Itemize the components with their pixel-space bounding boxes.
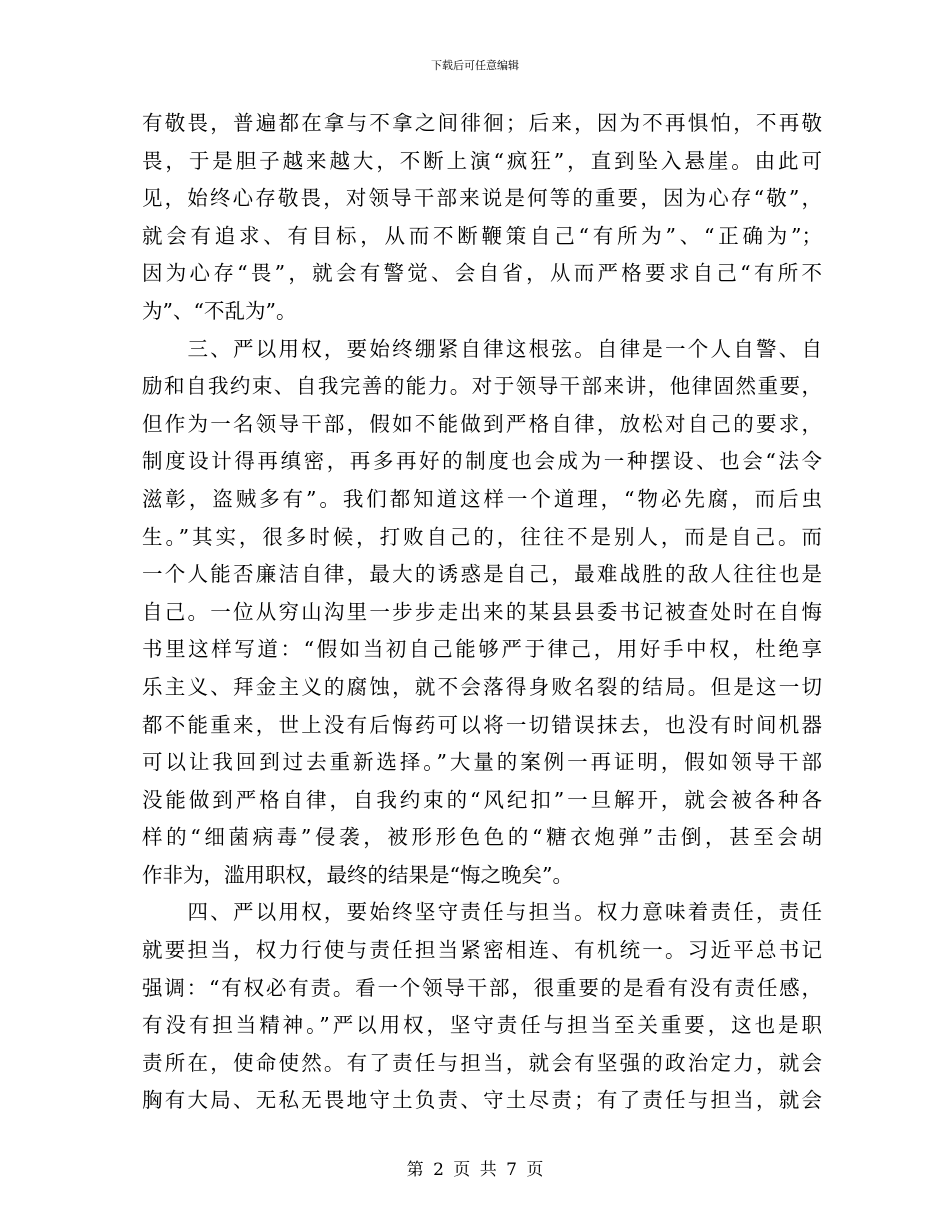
text-line: 因为心存“畏”，就会有警觉、会自省，从而严格要求自己“有所不 xyxy=(142,261,822,286)
text-line: 但作为一名领导干部，假如不能做到严格自律，放松对自己的要求， xyxy=(142,411,822,436)
text-line: 乐主义、拜金主义的腐蚀，就不会落得身败名裂的结局。但是这一切 xyxy=(142,674,822,699)
page-header-note: 下载后可任意编辑 xyxy=(431,59,519,72)
text-line: 样的“细菌病毒”侵袭，被形形色色的“糖衣炮弹”击倒，甚至会胡 xyxy=(142,825,822,850)
text-line: 见，始终心存敬畏，对领导干部来说是何等的重要，因为心存“敬”， xyxy=(142,186,822,211)
document-body xyxy=(142,105,822,1120)
text-line: 就要担当，权力行使与责任担当紧密相连、有机统一。习近平总书记 xyxy=(142,938,822,963)
text-line: 都不能重来，世上没有后悔药可以将一切错误抹去，也没有时间机器 xyxy=(142,712,822,737)
text-line: 作非为，滥用职权，最终的结果是“悔之晚矣”。 xyxy=(142,862,573,887)
text-line: 一个人能否廉洁自律，最大的诱惑是自己，最难战胜的敌人往往也是 xyxy=(142,562,822,587)
text-line: 强调：“有权必有责。看一个领导干部，很重要的是看有没有责任感， xyxy=(142,975,822,1000)
page-number-footer: 第 2 页 共 7 页 xyxy=(406,1160,544,1180)
text-line: 责所在，使命使然。有了责任与担当，就会有坚强的政治定力，就会 xyxy=(142,1050,822,1075)
text-line: 没能做到严格自律，自我约束的“风纪扣”一旦解开，就会被各种各 xyxy=(142,787,822,812)
text-line: 四、严以用权，要始终坚守责任与担当。权力意味着责任，责任 xyxy=(142,900,822,925)
text-line: 可以让我回到过去重新选择。”大量的案例一再证明，假如领导干部 xyxy=(142,750,822,775)
text-line: 胸有大局、无私无畏地守土负责、守土尽责；有了责任与担当，就会 xyxy=(142,1088,822,1113)
text-line: 励和自我约束、自我完善的能力。对于领导干部来讲，他律固然重要， xyxy=(142,374,822,399)
text-line: 制度设计得再缜密，再多再好的制度也会成为一种摆设、也会“法令 xyxy=(142,449,822,474)
text-line: 滋彰，盗贼多有”。我们都知道这样一个道理，“物必先腐，而后虫 xyxy=(142,486,822,511)
text-line: 为”、“不乱为”。 xyxy=(142,298,297,323)
text-line: 书里这样写道：“假如当初自己能够严于律己，用好手中权，杜绝享 xyxy=(142,637,822,662)
text-line: 自己。一位从穷山沟里一步步走出来的某县县委书记被查处时在自悔 xyxy=(142,599,822,624)
text-line: 有没有担当精神。”严以用权，坚守责任与担当至关重要，这也是职 xyxy=(142,1013,822,1038)
text-line: 生。”其实，很多时候，打败自己的，往往不是别人，而是自己。而 xyxy=(142,524,822,549)
text-line: 三、严以用权，要始终绷紧自律这根弦。自律是一个人自警、自 xyxy=(142,336,822,361)
text-line: 有敬畏，普遍都在拿与不拿之间徘徊；后来，因为不再惧怕，不再敬 xyxy=(142,111,822,135)
text-line: 畏，于是胆子越来越大，不断上演“疯狂”，直到坠入悬崖。由此可 xyxy=(142,148,822,173)
text-line: 就会有追求、有目标，从而不断鞭策自己“有所为”、“正确为”； xyxy=(142,223,822,248)
